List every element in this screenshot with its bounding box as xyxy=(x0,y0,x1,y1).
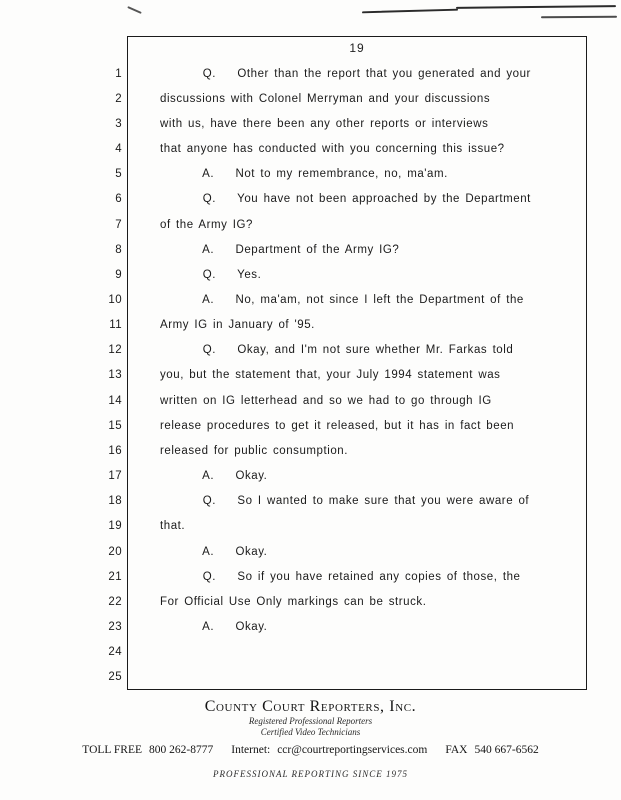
line-text: A. No, ma'am, not since I left the Department of the xyxy=(160,293,524,306)
line-text: A. Okay. xyxy=(160,470,268,483)
line-number: 14 xyxy=(108,394,122,407)
scan-artifact-line xyxy=(456,5,616,9)
line-number: 12 xyxy=(108,344,122,357)
transcript-line xyxy=(92,187,592,212)
line-number: 23 xyxy=(108,621,122,634)
transcript-line xyxy=(92,287,592,312)
email-address: ccr@courtreportingservices.com xyxy=(277,744,428,756)
scan-artifact-line xyxy=(541,16,617,19)
transcript-line xyxy=(92,136,592,161)
line-number: 16 xyxy=(108,444,122,457)
company-name: County Court Reporters, Inc. xyxy=(204,698,417,715)
line-number: 18 xyxy=(108,495,122,508)
transcript-lines xyxy=(92,61,592,690)
line-number: 20 xyxy=(108,545,122,558)
transcript-line xyxy=(92,614,592,639)
fax-group xyxy=(445,743,538,757)
transcript-line xyxy=(92,262,592,287)
scan-artifact-mark xyxy=(127,6,142,14)
line-number: 5 xyxy=(115,168,122,181)
company-slogan: PROFESSIONAL REPORTING SINCE 1975 xyxy=(212,769,409,779)
line-number: 21 xyxy=(108,570,122,583)
line-text: Army IG in January of '95. xyxy=(160,319,315,332)
line-text: For Official Use Only markings can be struck. xyxy=(160,595,427,608)
line-number: 10 xyxy=(108,293,122,306)
company-tagline-1: Registered Professional Reporters xyxy=(248,716,373,726)
transcript-line xyxy=(92,514,592,539)
line-number: 19 xyxy=(108,520,122,533)
line-text: Q. So if you have retained any copies of those, the xyxy=(160,570,521,583)
line-text: Q. So I wanted to make sure that you were aware of xyxy=(160,495,530,508)
transcript-line xyxy=(92,640,592,665)
transcript-line xyxy=(92,388,592,413)
line-number: 22 xyxy=(108,595,122,608)
line-number: 6 xyxy=(115,193,122,206)
transcript-line xyxy=(92,86,592,111)
line-number: 25 xyxy=(108,671,122,684)
line-text: released for public consumption. xyxy=(160,444,348,457)
line-text: release procedures to get it released, but it has in fact been xyxy=(160,419,515,432)
transcript-line xyxy=(92,564,592,589)
line-number: 13 xyxy=(108,369,122,382)
toll-free-label: TOLL FREE xyxy=(82,744,143,756)
line-text: discussions with Colonel Merryman and your discussions xyxy=(160,92,491,105)
line-text: you, but the statement that, your July 1994 statement was xyxy=(160,369,501,382)
internet-label: Internet: xyxy=(231,744,271,756)
transcript-line xyxy=(92,464,592,489)
transcript-line xyxy=(92,438,592,463)
line-text: that. xyxy=(160,520,186,533)
fax-number: 540 667-6562 xyxy=(474,744,539,756)
line-number: 2 xyxy=(115,92,122,105)
transcript-line xyxy=(92,539,592,564)
transcript-line xyxy=(92,111,592,136)
reporter-footer xyxy=(0,698,621,779)
line-text: A. Okay. xyxy=(160,545,268,558)
line-text: with us, have there been any other reports or interviews xyxy=(160,117,489,130)
line-text: A. Not to my remembrance, no, ma'am. xyxy=(160,168,448,181)
toll-free-number: 800 262-8777 xyxy=(149,744,214,756)
line-text: that anyone has conducted with you concerning this issue? xyxy=(160,143,505,156)
line-number: 24 xyxy=(108,646,122,659)
line-text: Q. Okay, and I'm not sure whether Mr. Farkas told xyxy=(160,344,514,357)
transcript-line xyxy=(92,61,592,86)
transcript-line xyxy=(92,489,592,514)
line-number: 15 xyxy=(108,419,122,432)
line-number: 1 xyxy=(115,67,122,80)
company-tagline-2: Certified Video Technicians xyxy=(260,727,361,737)
line-number: 11 xyxy=(109,319,122,332)
transcript-line xyxy=(92,212,592,237)
transcript-line xyxy=(92,237,592,262)
transcript-line xyxy=(92,162,592,187)
scan-artifact-line xyxy=(362,9,458,14)
contact-line xyxy=(0,743,621,757)
line-text: A. Department of the Army IG? xyxy=(160,243,400,256)
transcript-line xyxy=(92,413,592,438)
line-text: Q. You have not been approached by the Department xyxy=(160,193,531,206)
transcript-line xyxy=(92,665,592,690)
transcript-line xyxy=(92,338,592,363)
line-text: Q. Other than the report that you generated and your xyxy=(160,67,531,80)
line-number: 3 xyxy=(115,117,122,130)
line-number: 7 xyxy=(115,218,122,231)
fax-label: FAX xyxy=(445,744,468,756)
transcript-line xyxy=(92,363,592,388)
line-text: of the Army IG? xyxy=(160,218,253,231)
line-text: Q. Yes. xyxy=(160,268,262,281)
line-number: 8 xyxy=(115,243,122,256)
line-number: 9 xyxy=(115,268,122,281)
internet-group xyxy=(231,743,427,757)
line-text: written on IG letterhead and so we had to go through IG xyxy=(160,394,492,407)
line-number: 4 xyxy=(115,143,122,156)
transcript-line xyxy=(92,313,592,338)
toll-free-group xyxy=(82,743,213,757)
transcript-line xyxy=(92,589,592,614)
line-text: A. Okay. xyxy=(160,621,268,634)
page-number: 19 xyxy=(349,41,365,55)
line-number: 17 xyxy=(108,470,122,483)
